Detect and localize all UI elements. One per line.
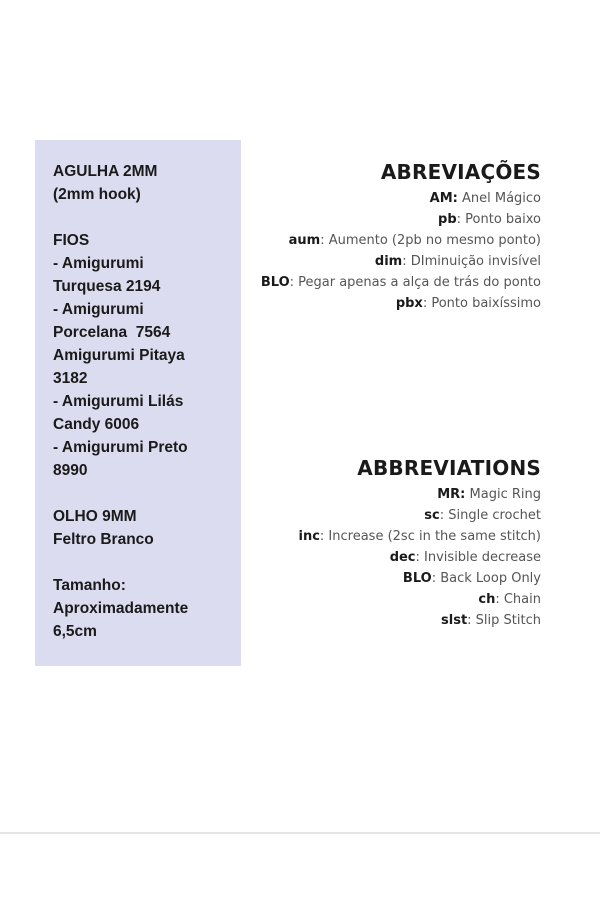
materials-line: 3182 — [53, 370, 88, 387]
materials-line: Candy 6006 — [53, 416, 140, 433]
abbreviations-en-heading: ABBREVIATIONS — [357, 456, 541, 480]
abbreviation-key: slst — [441, 613, 468, 628]
materials-line: Amigurumi Pitaya — [53, 347, 185, 364]
materials-line: FIOS — [53, 232, 90, 249]
materials-line: (2mm hook) — [53, 186, 141, 203]
abbreviation-key: dim — [374, 254, 403, 269]
materials-line: Turquesa 2194 — [53, 278, 161, 295]
abbreviation-desc: : Invisible decrease — [415, 550, 541, 565]
materials-line: - Amigurumi Lilás — [53, 393, 184, 410]
abbreviation-key: AM: — [429, 191, 458, 206]
abbreviation-row — [299, 547, 542, 568]
abbreviation-row — [261, 272, 541, 293]
abbreviation-desc: : Pegar apenas a alça de trás do ponto — [289, 275, 541, 290]
abbreviation-row — [299, 568, 542, 589]
abbreviation-desc: Anel Mágico — [457, 191, 541, 206]
materials-spacer — [53, 206, 227, 229]
abbreviation-key: MR: — [437, 487, 466, 502]
materials-line: 8990 — [53, 462, 88, 479]
abbreviation-desc: : Slip Stitch — [467, 613, 541, 628]
materials-line: - Amigurumi — [53, 301, 144, 318]
materials-line: - Amigurumi Preto — [53, 439, 188, 456]
materials-spacer — [53, 482, 227, 505]
materials-box — [35, 140, 241, 666]
abbreviation-key: sc — [424, 508, 440, 523]
abbreviation-key: dec — [389, 550, 416, 565]
abbreviation-row — [261, 209, 541, 230]
abbreviation-row — [299, 526, 542, 547]
abbreviation-row — [261, 251, 541, 272]
abbreviation-desc: : Ponto baixíssimo — [422, 296, 541, 311]
materials-line: Feltro Branco — [53, 531, 154, 548]
abbreviation-row — [261, 293, 541, 314]
abbreviation-key: pbx — [395, 296, 423, 311]
abbreviation-desc: : Chain — [495, 592, 541, 607]
abbreviation-key: BLO — [260, 275, 290, 290]
abbreviation-key: BLO — [402, 571, 432, 586]
abbreviations-en — [299, 454, 542, 631]
abbreviation-desc: : Increase (2sc in the same stitch) — [319, 529, 541, 544]
abbreviation-key: pb — [438, 212, 457, 227]
abbreviation-desc: : Ponto baixo — [456, 212, 541, 227]
materials-line: 6,5cm — [53, 623, 97, 640]
abbreviation-row — [299, 610, 542, 631]
abbreviation-row — [261, 188, 541, 209]
abbreviation-desc: Magic Ring — [465, 487, 541, 502]
abbreviation-desc: : DIminuição invisível — [402, 254, 541, 269]
abbreviation-key: ch — [478, 592, 496, 607]
materials-line: OLHO 9MM — [53, 508, 137, 525]
abbreviation-key: aum — [288, 233, 321, 248]
abbreviation-row — [299, 505, 542, 526]
abbreviations-pt — [261, 158, 541, 314]
abbreviation-desc: : Aumento (2pb no mesmo ponto) — [320, 233, 541, 248]
abbreviation-row — [299, 589, 542, 610]
materials-spacer — [53, 551, 227, 574]
materials-line: Porcelana 7564 — [53, 324, 171, 341]
materials-line: Aproximadamente — [53, 600, 189, 617]
abbreviation-row — [299, 484, 542, 505]
abbreviation-desc: : Back Loop Only — [431, 571, 541, 586]
abbreviation-key: inc — [298, 529, 320, 544]
materials-line: - Amigurumi — [53, 255, 144, 272]
abbreviations-pt-heading: ABREVIAÇÕES — [380, 160, 541, 184]
materials-line: Tamanho: — [53, 577, 126, 594]
abbreviation-desc: : Single crochet — [439, 508, 541, 523]
footer-divider — [0, 832, 600, 834]
materials-line: AGULHA 2MM — [53, 163, 158, 180]
abbreviation-row — [261, 230, 541, 251]
